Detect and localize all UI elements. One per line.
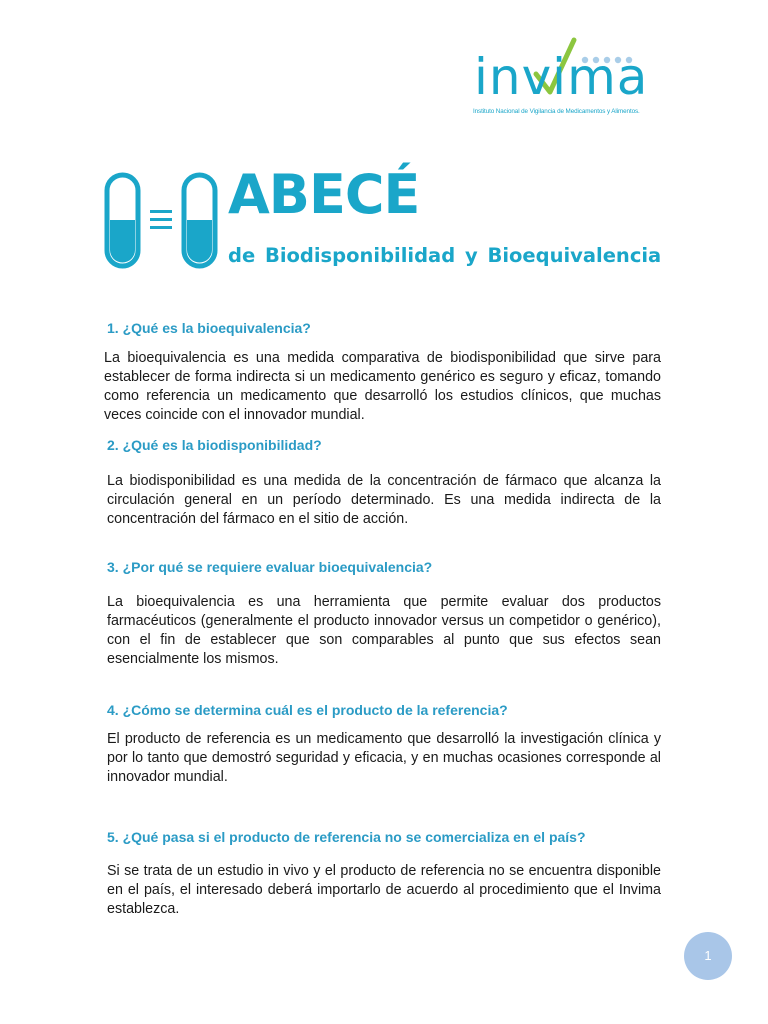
- logo-tagline: Instituto Nacional de Vigilancia de Medicamentos y Alimentos.: [473, 108, 640, 115]
- question-heading: 1. ¿Qué es la bioequivalencia?: [107, 320, 311, 336]
- page-subtitle: de Biodisponibilidad y Bioequivalencia: [228, 244, 662, 267]
- logo-wordmark: invima: [474, 48, 649, 106]
- page-number-badge: 1: [684, 932, 732, 980]
- page-title: ABECÉ: [228, 163, 420, 226]
- question-heading: 4. ¿Cómo se determina cuál es el producto de la referencia?: [107, 702, 508, 718]
- question-heading: 3. ¿Por qué se requiere evaluar bioequivalencia?: [107, 559, 433, 575]
- invima-logo: [470, 36, 670, 118]
- answer-paragraph: Si se trata de un estudio in vivo y el producto de referencia no se encuentra disponible en el país, el interesado deberá importarlo de acuerdo al procedimiento que el Invima establezca.: [107, 863, 661, 917]
- answer-paragraph: La bioequivalencia es una medida comparativa de biodisponibilidad que sirve para establecer de forma indirecta si un medicamento genérico es seguro y eficaz, tomando como referencia un medicamento que desarrolló los estudios clínicos, que muchas veces coincide con el innovador mundial.: [104, 350, 661, 423]
- question-heading: 2. ¿Qué es la biodisponibilidad?: [107, 437, 322, 453]
- capsules-equivalence-icon: [104, 172, 224, 272]
- answer-paragraph: El producto de referencia es un medicamento que desarrolló la investigación clínica y por lo tanto que demostró seguridad y eficacia, y en muchas ocasiones corresponde al innovador mundial.: [107, 731, 661, 785]
- answer-paragraph: La biodisponibilidad es una medida de la concentración de fármaco que alcanza la circulación general en un período determinado. Es una medida indirecta de la concentración del fármaco en el sitio de acción.: [107, 473, 661, 527]
- answer-paragraph: La bioequivalencia es una herramienta que permite evaluar dos productos farmacéuticos (generalmente el producto innovador versus un competidor o genérico), con el fin de establecer que son comparables al punto que sus efectos sean esencialmente los mismos.: [107, 594, 661, 667]
- question-heading: 5. ¿Qué pasa si el producto de referencia no se comercializa en el país?: [107, 829, 586, 845]
